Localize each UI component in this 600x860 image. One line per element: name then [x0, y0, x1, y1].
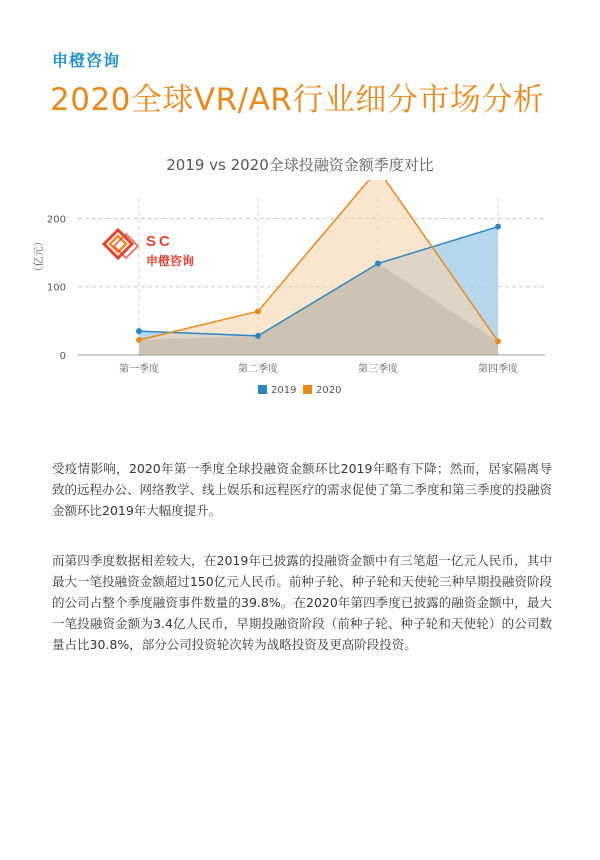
x-tick-label: 第一季度	[119, 364, 159, 375]
data-point-2019	[495, 224, 501, 230]
paragraph-impact: 受疫情影响，2020年第一季度全球投融资金额环比2019年略有下降；然而，居家隔离导致的远程办公、网络教学、线上娱乐和远程医疗的需求促使了第二季度和第三季度的投融资金额环比2019年大幅度提升。	[52, 461, 553, 518]
legend-label: 2020	[316, 385, 342, 396]
page-title: 2020全球VR/AR行业细分市场分析	[50, 82, 545, 118]
y-axis-label: （亿元）	[34, 236, 45, 277]
data-point-2019	[136, 328, 142, 334]
area-chart	[0, 180, 600, 410]
legend-swatch-2019	[258, 385, 267, 394]
legend	[258, 385, 341, 396]
brand-name: 申橙咨询	[52, 51, 121, 70]
chart-title: 2019 vs 2020全球投融资金额季度对比	[166, 156, 434, 174]
paragraph-q4: 而第四季度数据相差较大，在2019年已披露的投融资金额中有三笔超一亿元人民币，其中最大一笔投融资金额超过150亿元人民币。前种子轮、种子轮和天使轮三种早期投融资阶段的公司占整个季度融资事件数量的39.8%。在2020年第四季度已披露的融资金额中，最大一笔投融资金额为3.4亿人民币，早期投融资阶段（前种子轮、种子轮和天使轮）的公司数量占比30.8%，部分公司投资轮次转为战略投资及更高阶段投资。	[52, 553, 552, 652]
data-point-2020	[136, 337, 142, 343]
watermark-mark-text: SC	[146, 233, 173, 250]
legend-swatch-2020	[303, 385, 312, 394]
x-tick-label: 第三季度	[358, 364, 398, 375]
y-tick-label: 0	[59, 351, 66, 362]
y-tick-label: 200	[46, 214, 66, 226]
sc-watermark-logo	[104, 230, 194, 268]
data-point-2020	[495, 338, 501, 344]
x-tick-label: 第二季度	[238, 364, 278, 375]
legend-label: 2019	[271, 385, 297, 396]
y-tick-label: 100	[46, 282, 66, 294]
data-point-2019	[255, 333, 261, 339]
data-point-2019	[375, 261, 381, 267]
x-tick-label: 第四季度	[478, 364, 518, 375]
watermark-name: 申橙咨询	[146, 254, 195, 268]
data-point-2020	[255, 308, 261, 314]
